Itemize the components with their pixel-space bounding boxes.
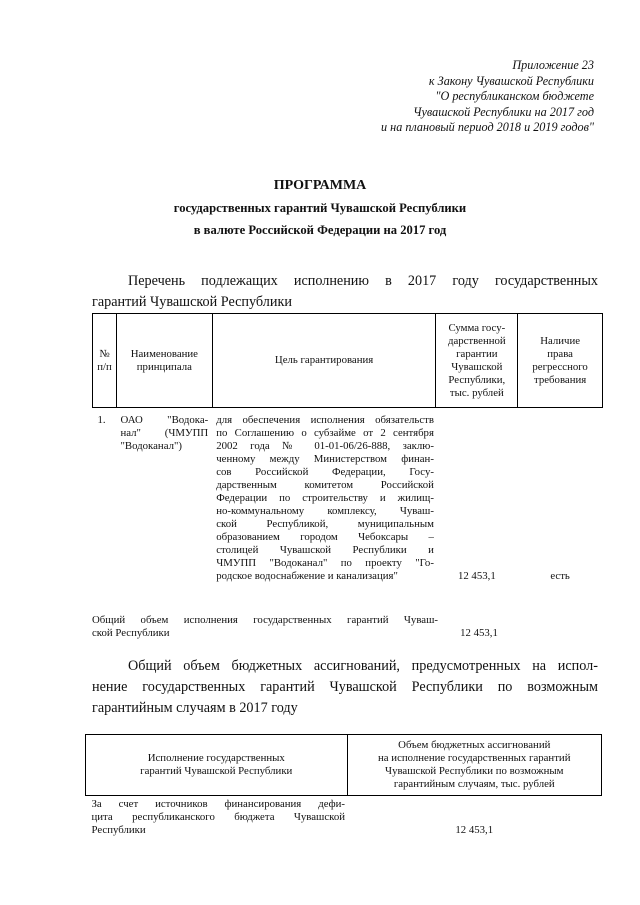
intro-line: гарантий Чувашской Республики <box>92 294 292 310</box>
table-row <box>86 796 602 838</box>
intro-paragraph <box>92 271 598 313</box>
row-label: За счет источников финансирования дефи- цита республиканского бюджета Чувашской Республики <box>91 798 346 836</box>
appendix-line: Чувашской Республики на 2017 год <box>413 104 594 119</box>
document-subtitle: в валюте Российской Федерации на 2017 год <box>193 223 447 237</box>
intro-line: Перечень подлежащих исполнению в 2017 году государственных <box>128 273 598 289</box>
table-header-row <box>93 314 603 408</box>
guarantees-table <box>92 313 603 583</box>
header-amount: Сумма госу- дарственной гарантии Чувашской Республики, тыс. рублей <box>436 314 518 408</box>
row-amount: 12 453,1 <box>457 570 496 582</box>
section2-paragraph: Общий объем бюджетных ассигнований, предусмотренных на испол- нение государственных гарантий Чувашской Республики по возможным гарантийным случаям в 2017 году <box>92 658 598 716</box>
total-label: Общий объем исполнения государственных гарантий Чуваш- ской Республики <box>92 614 438 639</box>
appendix-line: к Закону Чувашской Республики <box>428 73 594 88</box>
table-row <box>93 408 603 584</box>
header-number: № п/п <box>93 314 117 408</box>
table-header-row <box>86 735 602 796</box>
appendix-line: Приложение 23 <box>512 58 594 72</box>
header-purpose: Цель гарантирования <box>212 314 436 408</box>
document-subtitle: государственных гарантий Чувашской Республики <box>173 201 467 215</box>
header-volume: Объем бюджетных ассигнований на исполнение государственных гарантий Чувашской Республики по возможным гарантийным случаям, тыс. рублей <box>347 735 601 796</box>
total-amount: 12 453,1 <box>460 627 498 639</box>
row-principal: ОАО "Водока- нал" (ЧМУПП "Водоканал") <box>120 414 209 452</box>
row-purpose: для обеспечения исполнения обязательств по Соглашению о субзайме от 2 сентября 2002 года № 01-01-06/26-888, заклю- ченному между Министерством финан- сов Российской Федерации, Госу- дарственным комитетом Российской Федерации по строительству и жилищ- но-коммунальному комплексу, Чуваш- ской Республикой, муниципальным образованием городом Чебоксары – столицей Чувашской Республики и ЧМУПП "Водоканал" по проекту "Го- родское водоснабжение и канализация" <box>216 414 434 582</box>
appendix-line: и на плановый период 2018 и 2019 годов" <box>381 120 594 135</box>
row-number: 1. <box>97 414 106 426</box>
appendix-line: "О республиканском бюджете <box>435 89 594 104</box>
row-recourse: есть <box>550 570 570 582</box>
document-title: ПРОГРАММА <box>273 178 367 193</box>
allocations-table <box>85 734 602 837</box>
header-principal: Наименование принципала <box>116 314 212 408</box>
header-execution: Исполнение государственных гарантий Чувашской Республики <box>86 735 348 796</box>
header-recourse: Наличие права регрессного требования <box>518 314 603 408</box>
row-value: 12 453,1 <box>455 824 494 836</box>
appendix-reference <box>294 58 594 136</box>
